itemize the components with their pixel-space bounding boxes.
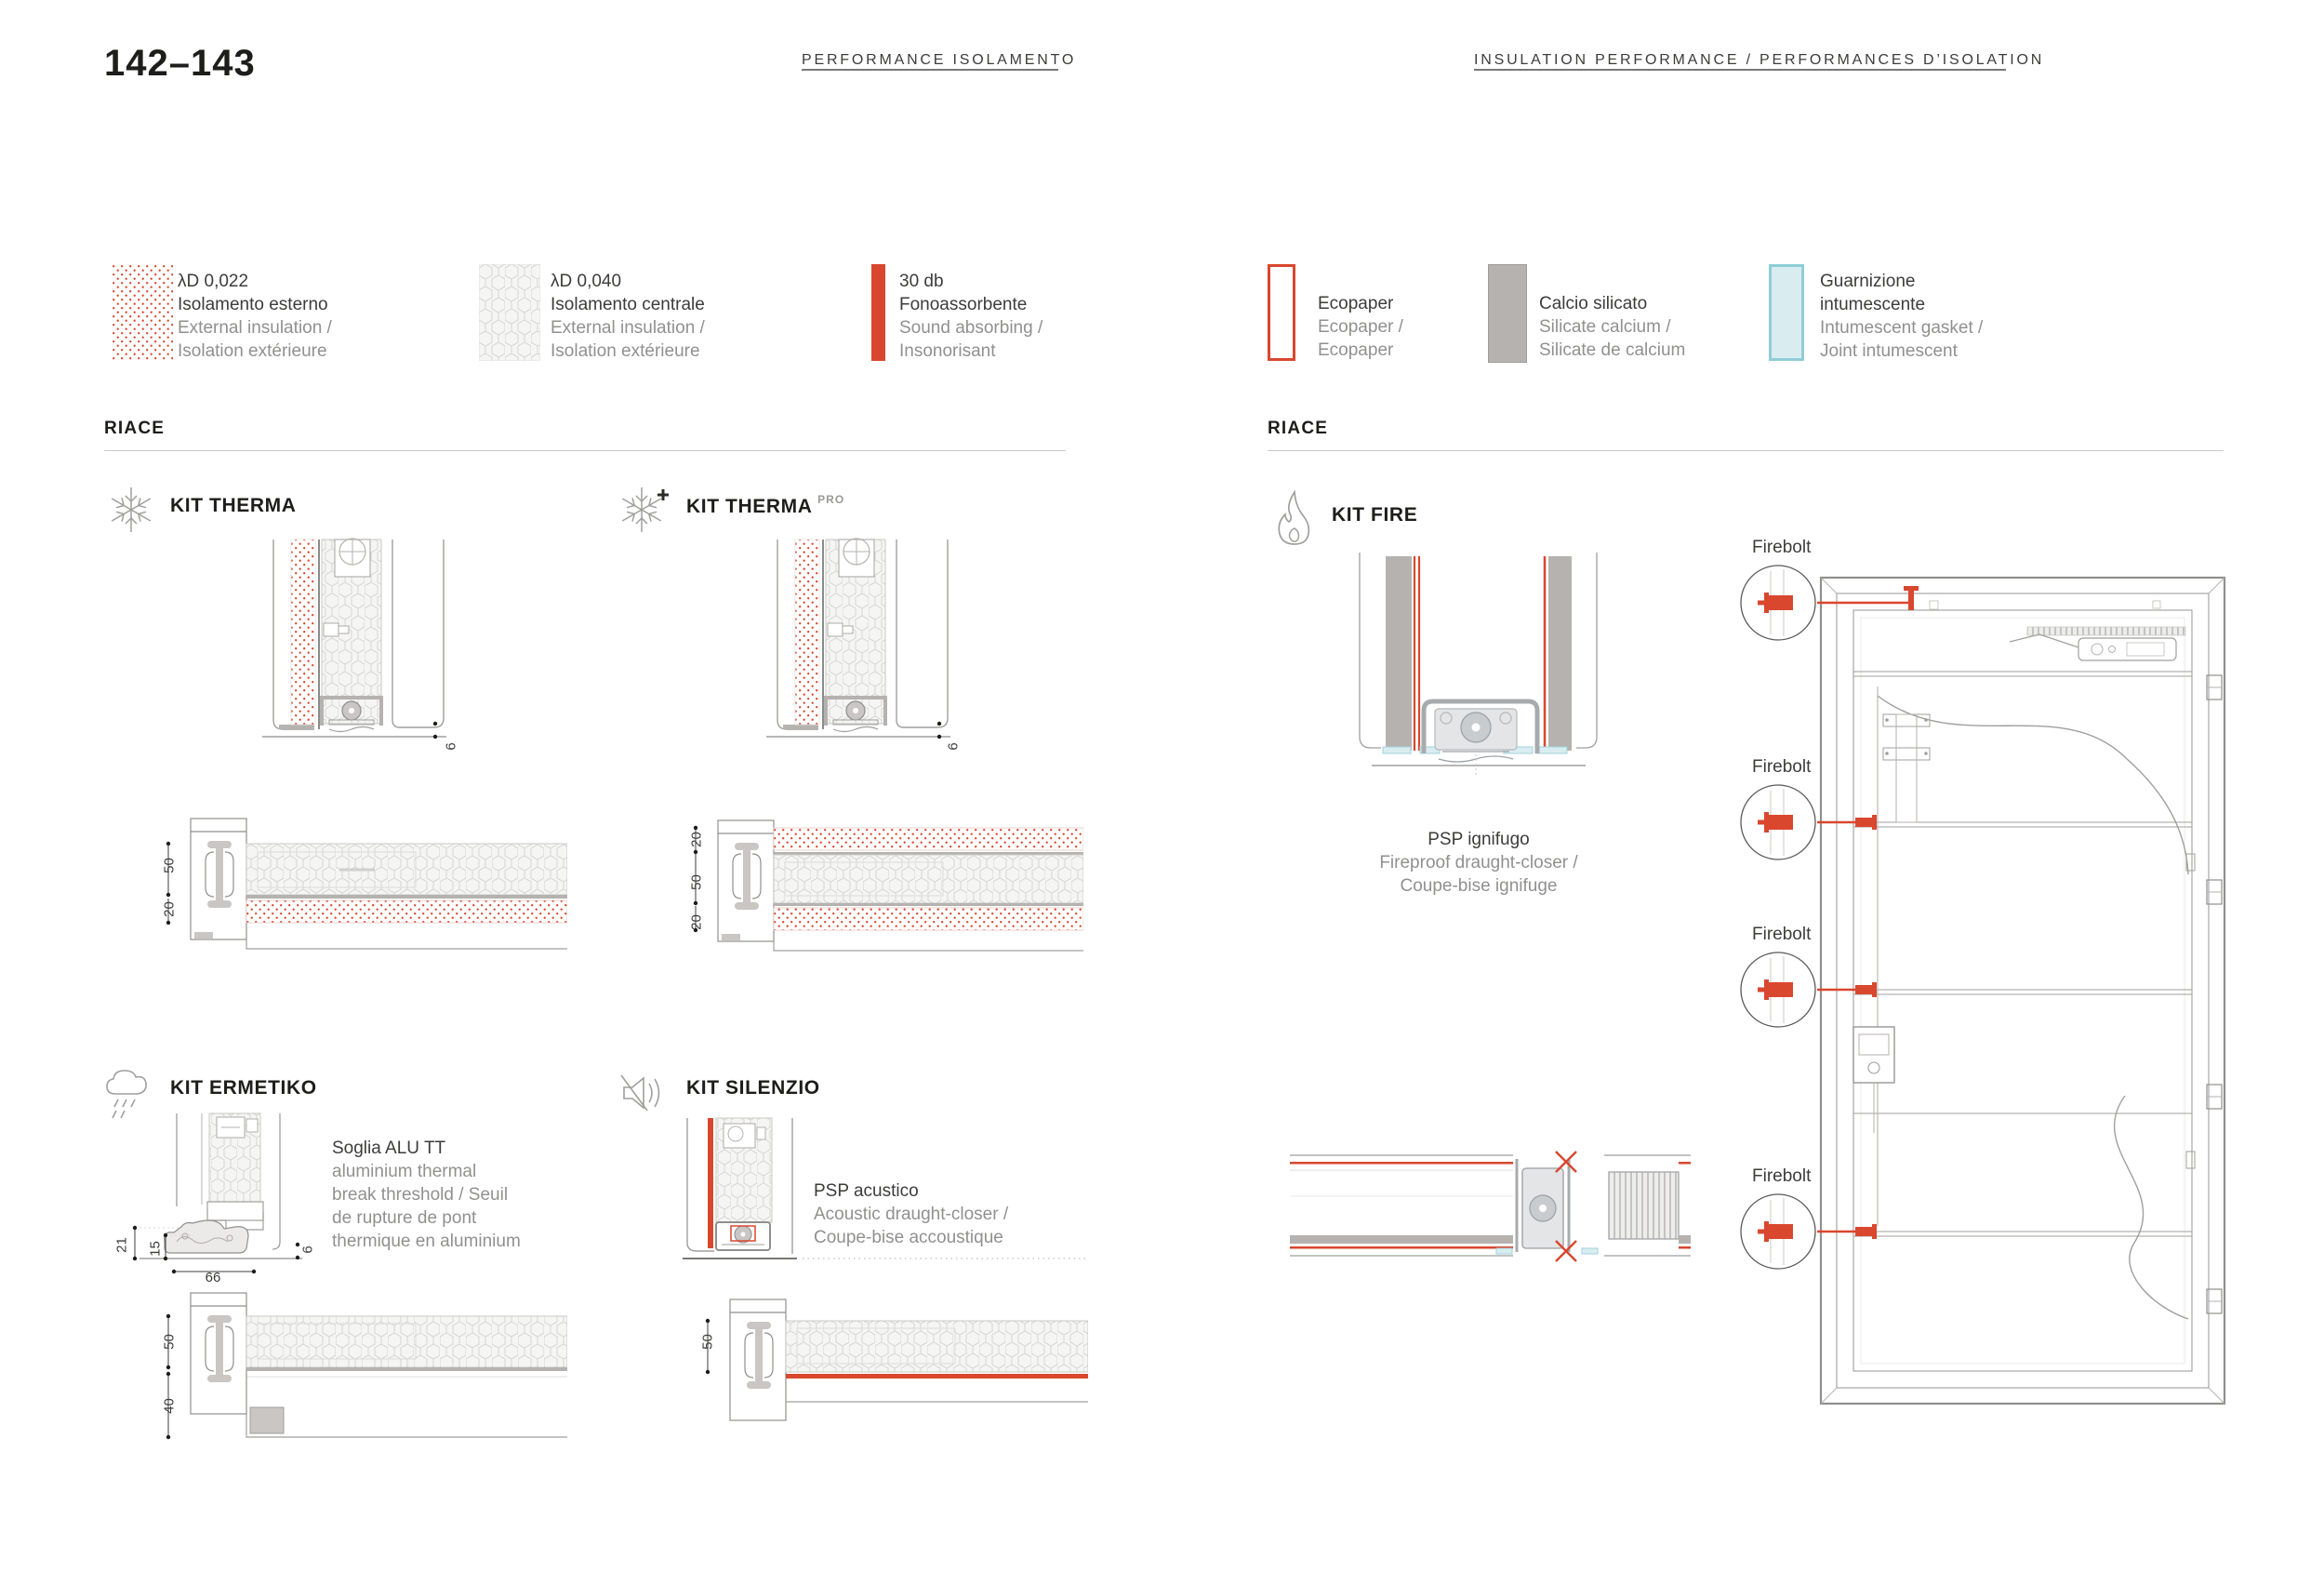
firebolt-label: Firebolt: [1752, 1166, 1812, 1186]
door-elevation-drawing: [1818, 575, 2227, 1407]
snowflake-plus-icon: [619, 482, 671, 536]
sound-absorbing-swatch: [871, 264, 885, 361]
central-insulation-swatch: [479, 264, 540, 361]
legend-sub: Ecopaper /: [1318, 317, 1403, 337]
firebolt-label: Firebolt: [1752, 757, 1812, 777]
kit-silenzio-title: KIT SILENZIO: [686, 1077, 820, 1099]
silicate-swatch: [1488, 264, 1527, 363]
firebolt-callout-1: [1739, 532, 1916, 653]
legend-sub: Sound absorbing /: [899, 318, 1043, 338]
product-desc: de rupture de pont: [332, 1208, 477, 1228]
ermetiko-product-block: [332, 1137, 555, 1253]
dim-therma-core: 50: [161, 858, 178, 873]
legend-name: Ecopaper: [1318, 294, 1394, 313]
silenzio-horizontal-section-drawing: [693, 1298, 1088, 1428]
legend-sub: Insonorisant: [899, 341, 996, 361]
legend-value: λD 0,022: [178, 272, 249, 291]
dim-pro-core: 50: [688, 874, 705, 890]
legend-name: Isolamento esterno: [178, 295, 328, 314]
therma-horizontal-section-drawing: [153, 811, 567, 965]
fire-product-block: [1339, 828, 1618, 898]
legend-sub: Silicate de calcium: [1539, 340, 1686, 360]
flame-icon: [1272, 489, 1315, 549]
therma-vertical-section-drawing: [260, 538, 460, 766]
section-riace-left: RIACE: [104, 419, 166, 438]
section-rule-right: [1268, 450, 2224, 451]
section-rule-left: [104, 450, 1066, 451]
kit-therma-title: KIT THERMA: [170, 495, 297, 516]
legend-sub: Joint intumescent: [1820, 341, 1958, 361]
firebolt-callout-3: [1739, 919, 1862, 1040]
firebolt-callout-2: [1739, 752, 1862, 872]
firebolt-label: Firebolt: [1752, 925, 1812, 944]
dim-ermetiko-gap: 6: [299, 1245, 316, 1254]
dim-ermetiko-core: 50: [161, 1334, 178, 1350]
legend-value: λD 0,040: [551, 272, 622, 291]
product-desc: Acoustic draught-closer /: [814, 1205, 1009, 1224]
page-number: 142–143: [104, 43, 256, 84]
product-desc: Coupe-bise ignifuge: [1400, 876, 1558, 896]
legend-sub: External insulation /: [178, 318, 332, 338]
header-left-title: PERFORMANCE ISOLAMENTO: [802, 52, 1058, 71]
product-desc: Coupe-bise accoustique: [814, 1228, 1003, 1247]
therma-pro-vertical-section-drawing: [764, 538, 964, 766]
firebolt-callout-4: [1739, 1161, 1862, 1282]
header-right-title: INSULATION PERFORMANCE / PERFORMANCES D’ISOLATION: [1474, 52, 2006, 71]
ermetiko-threshold-drawing: [107, 1112, 325, 1293]
fire-horizontal-section-drawing: [1288, 1137, 1693, 1281]
fire-vertical-section-drawing: [1353, 551, 1604, 779]
product-desc: break threshold / Seuil: [332, 1185, 509, 1205]
dim-pro-ext-top: 20: [688, 832, 705, 847]
kit-therma-pro-name: KIT THERMA: [686, 496, 812, 517]
legend-value: 30 db: [899, 272, 944, 291]
legend-central-insulation: [551, 270, 705, 363]
product-desc: aluminium thermal: [332, 1162, 477, 1181]
legend-sub: Silicate calcium /: [1539, 317, 1671, 337]
kit-therma-pro-title: [686, 495, 844, 518]
legend-sound-absorbing: [899, 270, 1042, 363]
legend-name: Isolamento centrale: [551, 295, 705, 314]
snowflake-icon: [109, 484, 153, 536]
therma-pro-horizontal-section-drawing: [681, 811, 1083, 965]
legend-intumescent: [1820, 270, 2020, 363]
firebolt-label: Firebolt: [1752, 538, 1812, 557]
legend-silicate: [1539, 292, 1685, 362]
product-desc: Fireproof draught-closer /: [1379, 853, 1578, 872]
legend-sub: Isolation extérieure: [178, 341, 327, 361]
legend-sub: Intumescent gasket /: [1820, 318, 1984, 338]
product-name: PSP acustico: [814, 1181, 919, 1201]
dim-therma-ext: 20: [161, 901, 178, 917]
dim-ermetiko-66: 66: [205, 1270, 221, 1285]
product-desc: thermique en aluminium: [332, 1232, 521, 1251]
legend-sub: Ecopaper: [1318, 340, 1394, 360]
dim-ermetiko-base: 40: [161, 1398, 178, 1414]
intumescent-swatch: [1769, 264, 1804, 361]
legend-external-insulation: [178, 270, 332, 363]
kit-ermetiko-title: KIT ERMETIKO: [170, 1077, 317, 1099]
section-riace-right: RIACE: [1268, 419, 1329, 438]
silenzio-product-block: [814, 1179, 1102, 1249]
dim-ermetiko-21: 21: [113, 1237, 130, 1253]
legend-sub: Isolation extérieure: [551, 341, 700, 361]
legend-sub: External insulation /: [551, 318, 705, 338]
legend-ecopaper: [1318, 292, 1403, 362]
dim-therma-gap: 6: [443, 742, 459, 751]
kit-fire-title: KIT FIRE: [1332, 504, 1418, 526]
legend-name: Calcio silicato: [1539, 294, 1648, 313]
dim-pro-ext-bottom: 20: [688, 914, 705, 930]
legend-name: Fonoassorbente: [899, 295, 1028, 314]
product-name: Soglia ALU TT: [332, 1139, 446, 1158]
dim-ermetiko-15: 15: [147, 1241, 164, 1257]
dim-silenzio-core: 50: [699, 1334, 716, 1350]
external-insulation-swatch: [112, 264, 173, 361]
speaker-muted-icon: [619, 1070, 673, 1116]
legend-name: Guarnizione intumescente: [1820, 272, 1926, 314]
kit-therma-pro-badge: PRO: [817, 493, 845, 506]
product-name: PSP ignifugo: [1428, 830, 1530, 849]
ermetiko-horizontal-section-drawing: [153, 1288, 567, 1451]
dim-pro-gap: 6: [945, 742, 962, 751]
ecopaper-swatch: [1268, 264, 1295, 361]
